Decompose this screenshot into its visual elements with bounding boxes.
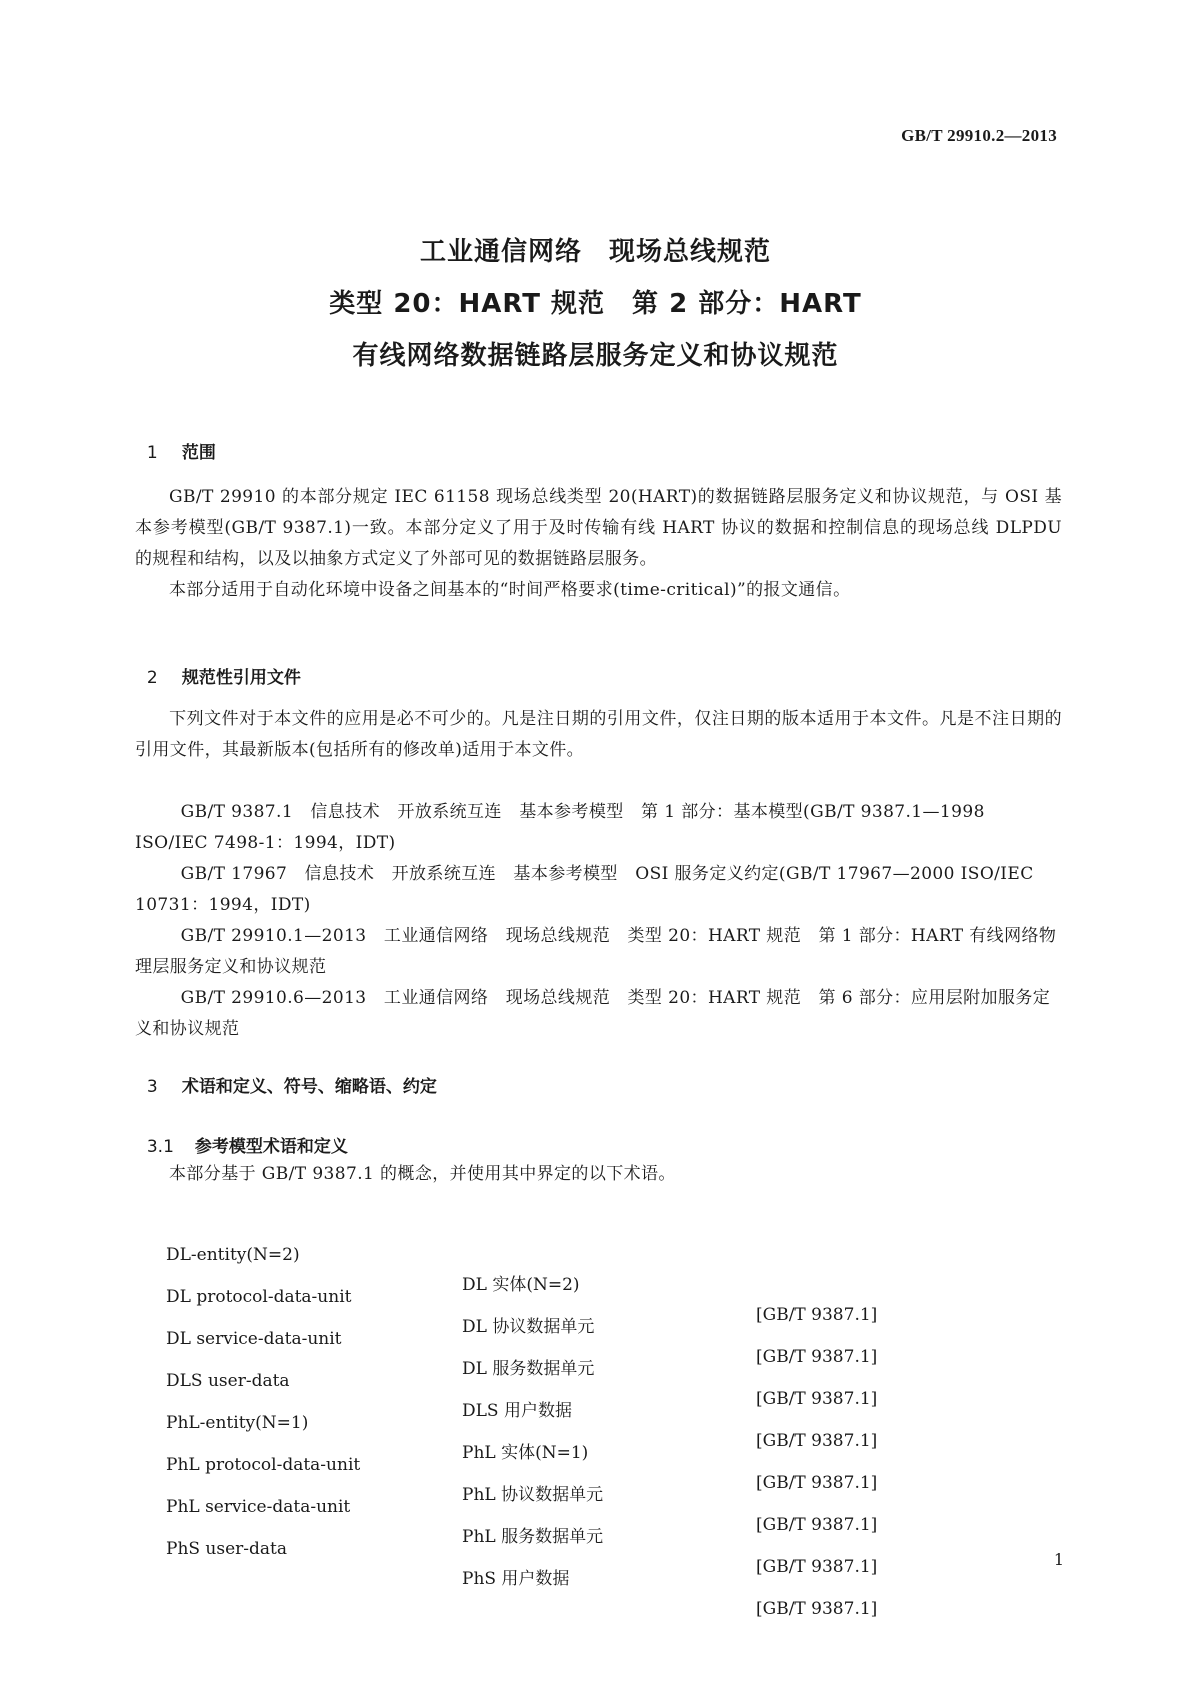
page-number: 1 (1053, 1550, 1064, 1569)
term-source: [GB/T 9387.1] (756, 1473, 878, 1493)
section-2-intro: 下列文件对于本文件的应用是必不可少的。凡是注日期的引用文件，仅注日期的版本适用于本文件。凡是不注日期的引用文件，其最新版本(包括所有的修改单)适用于本文件。 (135, 709, 1062, 760)
normative-reference: GB/T 29910.6—2013 工业通信网络 现场总线规范 类型 20：HART 规范 第 6 部分：应用层附加服务定义和协议规范 (135, 988, 1051, 1039)
term-source: [GB/T 9387.1] (756, 1347, 878, 1367)
term-chinese: PhL 实体(N=1) (462, 1443, 589, 1463)
term-chinese: DL 实体(N=2) (462, 1275, 580, 1295)
section-number: 1 (146, 443, 158, 463)
title-line-2: 类型 20：HART 规范 第 2 部分：HART (329, 289, 862, 319)
section-1-heading (135, 418, 216, 463)
section-number: 3 (146, 1077, 158, 1097)
normative-reference: GB/T 17967 信息技术 开放系统互连 基本参考模型 OSI 服务定义约定(GB/T 17967—2000 ISO/IEC 10731：1994，IDT) (135, 864, 1040, 915)
term-chinese: DL 协议数据单元 (462, 1317, 595, 1337)
term-chinese: PhS 用户数据 (462, 1569, 570, 1589)
normative-reference: GB/T 29910.1—2013 工业通信网络 现场总线规范 类型 20：HART 规范 第 1 部分：HART 有线网络物理层服务定义和协议规范 (135, 926, 1057, 977)
section-number: 2 (146, 668, 158, 688)
section-number: 3.1 (146, 1137, 174, 1157)
section-2-heading (135, 643, 301, 688)
term-english: PhL service-data-unit (166, 1497, 351, 1517)
term-english: PhL protocol-data-unit (166, 1455, 361, 1475)
normative-reference: GB/T 9387.1 信息技术 开放系统互连 基本参考模型 第 1 部分：基本模型(GB/T 9387.1—1998 ISO/IEC 7498-1：1994，IDT) (135, 802, 991, 853)
term-source: [GB/T 9387.1] (756, 1515, 878, 1535)
term-english: PhL-entity(N=1) (166, 1413, 309, 1433)
section-1-paragraph-2: 本部分适用于自动化环境中设备之间基本的“时间严格要求(time-critical)”的报文通信。 (169, 580, 851, 600)
term-source: [GB/T 9387.1] (756, 1305, 878, 1325)
term-chinese: DL 服务数据单元 (462, 1359, 595, 1379)
title-line-3: 有线网络数据链路层服务定义和协议规范 (352, 341, 839, 371)
standard-number: GB/T 29910.2—2013 (901, 126, 1057, 145)
term-english: DL service-data-unit (166, 1329, 342, 1349)
term-source: [GB/T 9387.1] (756, 1431, 878, 1451)
term-english: PhS user-data (166, 1539, 288, 1559)
term-english: DLS user-data (166, 1371, 290, 1391)
section-1-paragraph-1: GB/T 29910 的本部分规定 IEC 61158 现场总线类型 20(HART)的数据链路层服务定义和协议规范，与 OSI 基本参考模型(GB/T 9387.1)一致。本部分定义了用于及时传输有线 HART 协议的数据和控制信息的现场总线 DLPDU 的规程和结构，以及以抽象方式定义了外部可见的数据链路层服务。 (135, 487, 1062, 569)
term-chinese: DLS 用户数据 (462, 1401, 572, 1421)
section-title: 范围 (181, 443, 216, 463)
term-english: DL-entity(N=2) (166, 1245, 300, 1265)
section-3-1-heading (135, 1112, 348, 1157)
section-3-1-intro: 本部分基于 GB/T 9387.1 的概念，并使用其中界定的以下术语。 (169, 1164, 676, 1184)
document-title (0, 226, 1191, 382)
term-source: [GB/T 9387.1] (756, 1389, 878, 1409)
term-source: [GB/T 9387.1] (756, 1557, 878, 1577)
section-3-heading (135, 1052, 437, 1097)
term-english: DL protocol-data-unit (166, 1287, 352, 1307)
term-source: [GB/T 9387.1] (756, 1599, 878, 1619)
term-chinese: PhL 服务数据单元 (462, 1527, 604, 1547)
section-title: 规范性引用文件 (181, 668, 301, 688)
term-chinese: PhL 协议数据单元 (462, 1485, 604, 1505)
section-title: 术语和定义、符号、缩略语、约定 (181, 1077, 437, 1097)
title-line-1: 工业通信网络 现场总线规范 (419, 237, 771, 267)
section-title: 参考模型术语和定义 (194, 1137, 348, 1157)
